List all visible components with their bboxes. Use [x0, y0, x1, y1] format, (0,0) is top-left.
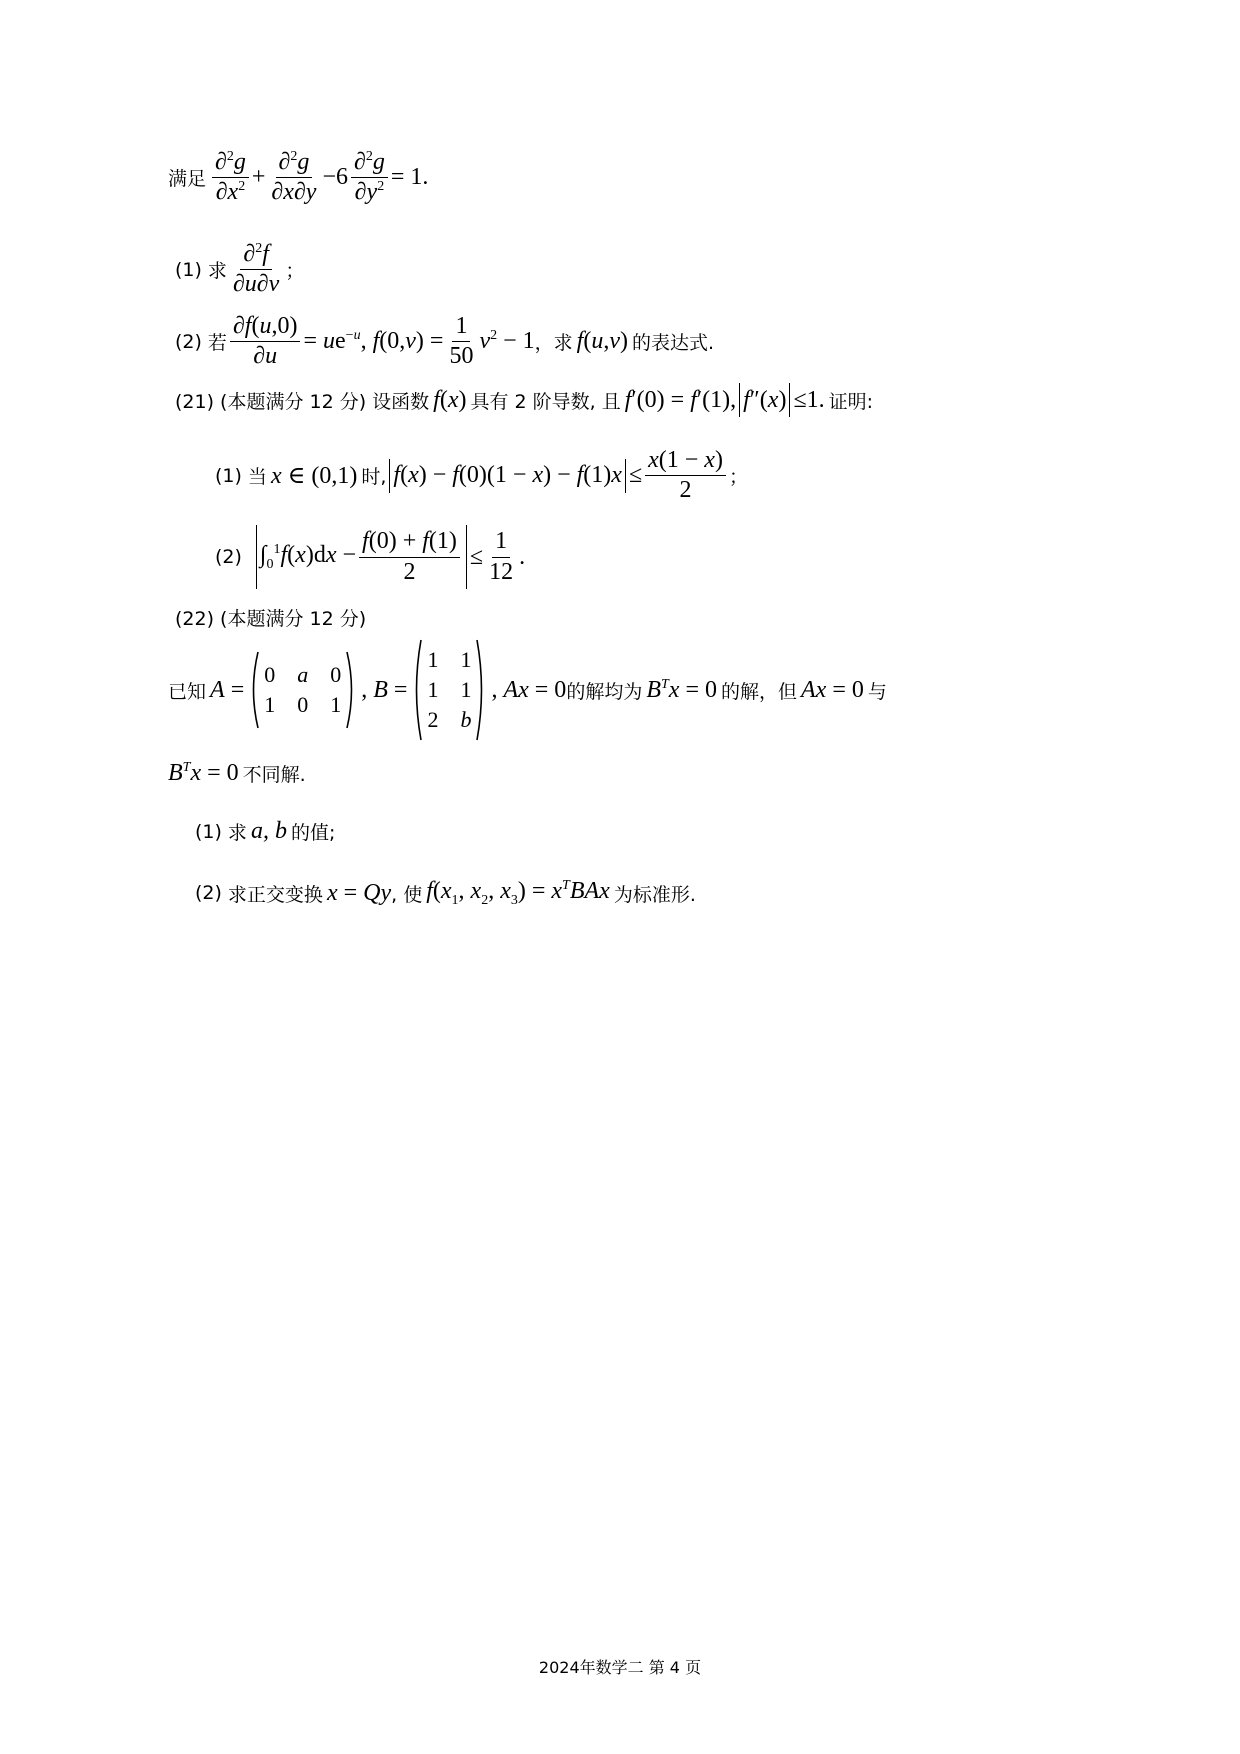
right-paren: [475, 638, 487, 742]
left-paren: [411, 638, 423, 742]
part-2: (2) 若 $\frac{\partial f(u,0)}{\partial u}$ = $ue^{-u}$, f(0,v) = $\frac{1}{50}$ $v^2 - 1$ ，求 f(u,v) 的表达式.: [175, 313, 715, 370]
fraction-d2g-dy2: $\frac{\partial^2g}{\partial y^2}$: [351, 150, 388, 205]
matrix-b: 1 1 1 1 2 b: [411, 638, 487, 742]
question-21: (21) (本题满分 12 分) 设函数 f(x) 具有 2 阶导数, 且 f′(0) = f′(1), f″(x) ≤1. 证明:: [175, 383, 873, 417]
part-1: [175, 242, 304, 297]
abs-bar-left: [256, 525, 257, 589]
left-paren: [248, 650, 260, 730]
question-21-part-1: (1) 当 x ∈ (0,1) 时, f(x) − f(0)(1 − x) − f(1)x ≤ $\frac{x(1 - x)}{2}$ ；: [215, 447, 748, 504]
question-22-body: 已知 A = 0 a 0 1 0 1 , B = 1 1 1 1 2 b , Ax = 0 的解均为 $B^Tx = 0$ 的解，但 Ax = 0 与: [168, 638, 887, 742]
fraction-1-12: $\frac{1}{12}$: [489, 528, 514, 585]
equation-line-1: 满足 $\frac{\partial^2g}{\partial x^2}$ + $\frac{\partial^2g}{\partial x\partial y}$ −6 $\frac{\partial^2g}{\partial y^2}$ = 1.: [168, 149, 429, 206]
fraction-d2g-dx2: $\frac{\partial^2g}{\partial x^2}$: [212, 150, 249, 205]
part-number: (1): [175, 258, 202, 281]
part-word: 若: [207, 332, 227, 355]
integral: $\int_0^1f(x)dx$ −: [259, 541, 357, 572]
abs-bar-right: [789, 383, 790, 417]
part-tail: ；: [285, 260, 305, 283]
equation-end: = 1.: [390, 164, 429, 191]
matrix-a: 0 a 0 1 0 1: [248, 650, 357, 730]
question-22-part-1: (1) 求 a, b 的值;: [195, 818, 336, 844]
page-footer: 2024年数学二 第 4 页: [538, 1658, 702, 1677]
question-22-line-2: $B^Tx = 0$ 不同解.: [168, 760, 306, 786]
part-number: (2): [175, 330, 202, 353]
fraction-f0-f1-over-2: $\frac{f(0) + f(1)}{2}$: [359, 529, 460, 584]
fraction-x-1-x-over-2: $\frac{x(1 - x)}{2}$: [645, 448, 726, 503]
part-word: 求: [207, 260, 227, 283]
fraction-d2g-dxdy: $\frac{\partial^2g}{\partial x\partial y}$: [271, 149, 317, 206]
abs-bar-right: [466, 525, 467, 589]
abs-bar-left: [739, 383, 740, 417]
fraction-d2f-dudv: $\frac{\partial^2f}{\partial u\partial v}$: [232, 241, 280, 298]
label-satisfy: 满足: [168, 168, 207, 191]
question-22: (22) (本题满分 12 分): [175, 608, 367, 630]
abs-bar-right: [625, 459, 626, 493]
question-22-part-2: (2) 求正交变换 x = Qy , 使 $f(x_1$, $x_2$, $x_3) = x^TBAx$ 为标准形.: [195, 878, 696, 908]
fraction-1-50: $\frac{1}{50}$: [449, 313, 474, 370]
question-head: (21) (本题满分 12 分) 设函数: [175, 390, 430, 413]
fraction-df-du: $\frac{\partial f(u,0)}{\partial u}$: [230, 314, 301, 369]
question-21-part-2: (2) $\int_0^1f(x)dx$ − $\frac{f(0) + f(1)}{2}$ ≤ $\frac{1}{12}$ .: [215, 525, 525, 589]
abs-bar-left: [389, 459, 390, 493]
right-paren: [345, 650, 357, 730]
